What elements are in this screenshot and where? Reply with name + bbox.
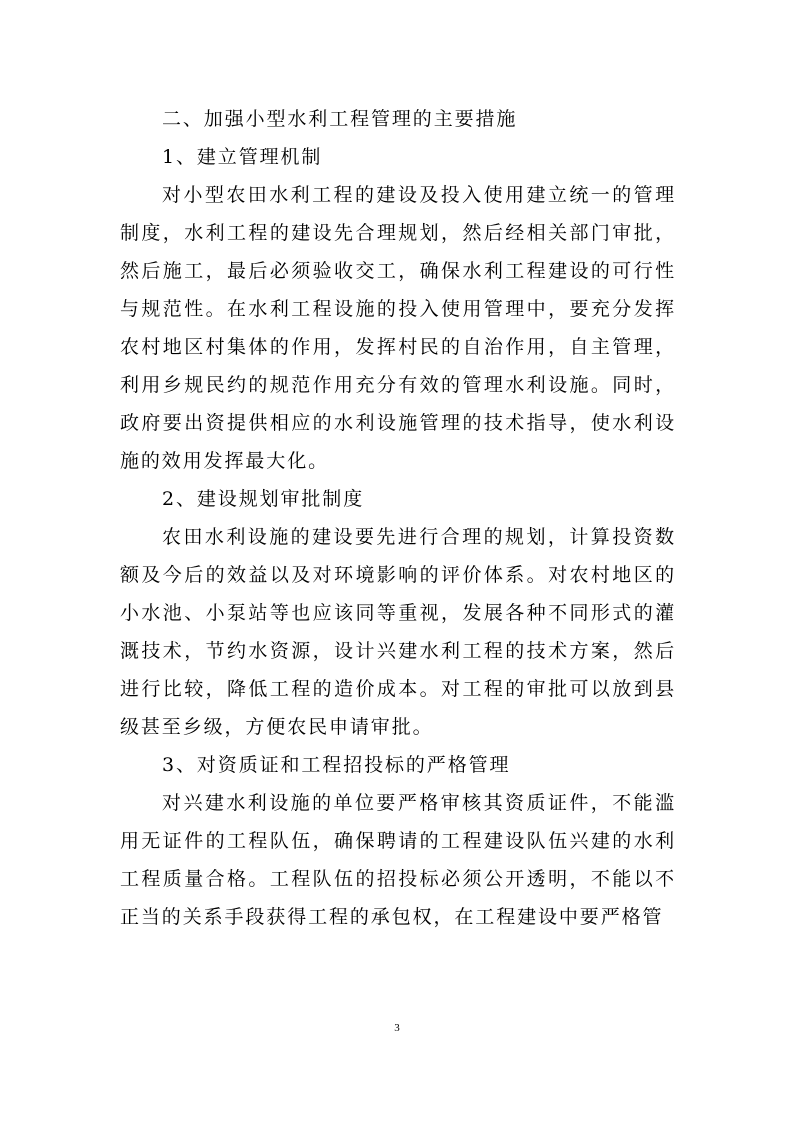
paragraph-planning-approval: 农田水利设施的建设要先进行合理的规划，计算投资数额及今后的效益以及对环境影响的评价体系。对农村地区的小水池、小泵站等也应该同等重视，发展各种不同形式的灌溉技术，节约水资源，设计兴建水利工程的技术方案，然后进行比较，降低工程的造价成本。对工程的审批可以放到县级甚至乡级，方便农民申请审批。 [120,526,676,738]
subsection-heading-2: 2、建设规划审批制度 [162,488,365,510]
section-heading: 二、加强小型水利工程管理的主要措施 [162,108,518,130]
paragraph-management-mechanism: 对小型农田水利工程的建设及投入使用建立统一的管理制度，水利工程的建设先合理规划，然后经相关部门审批，然后施工，最后必须验收交工，确保水利工程建设的可行性与规范性。在水利工程设施的投入使用管理中，要充分发挥农村地区村集体的作用，发挥村民的自治作用，自主管理，利用乡规民约的规范作用充分有效的管理水利设施。同时，政府要出资提供相应的水利设施管理的技术指导，使水利设施的效用发挥最大化。 [120,184,676,472]
subsection-heading-1: 1、建立管理机制 [162,146,323,168]
subsection-heading-3: 3、对资质证和工程招投标的严格管理 [162,754,511,776]
document-body [120,100,676,936]
paragraph-qualification-bidding: 对兴建水利设施的单位要严格审核其资质证件，不能滥用无证件的工程队伍，确保聘请的工程建设队伍兴建的水利工程质量合格。工程队伍的招投标必须公开透明，不能以不正当的关系手段获得工程的承包权，在工程建设中要严格管 [120,792,676,928]
page-number: 3 [394,1022,400,1034]
